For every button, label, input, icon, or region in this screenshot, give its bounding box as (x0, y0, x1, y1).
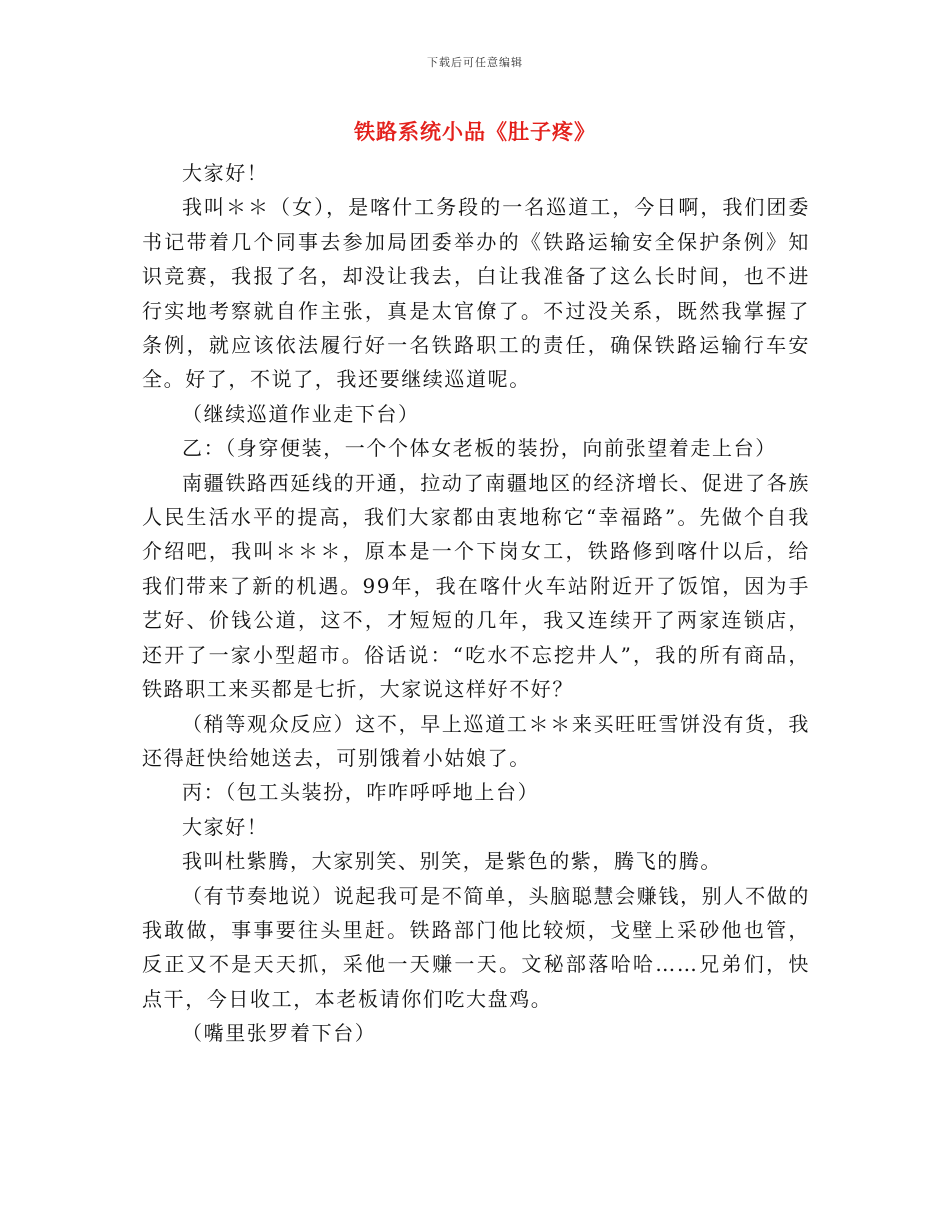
document-title: 铁路系统小品《肚子疼》 (354, 119, 596, 144)
paragraph: 我叫＊＊（女），是喀什工务段的一名巡道工，今日啊，我们团委书记带着几个同事去参加局团委举办的《铁路运输安全保护条例》知识竞赛，我报了名，却没让我去，白让我准备了这么长时间，也不进行实地考察就自作主张，真是太官僚了。不过没关系，既然我掌握了条例，就应该依法履行好一名铁路职工的责任，确保铁路运输行车安全。好了，不说了，我还要继续巡道呢。 (142, 195, 810, 392)
paragraph: （嘴里张罗着下台） (182, 1021, 377, 1046)
page-header-note: 下载后可任意编辑 (427, 56, 523, 69)
paragraph: 乙：（身穿便装，一个个体女老板的装扮，向前张望着走上台） (182, 436, 777, 461)
paragraph: 大家好！ (182, 161, 269, 185)
paragraph: （有节奏地说）说起我可是不简单，头脑聪慧会赚钱，别人不做的我敢做，事事要往头里赶。铁路部门他比较烦，戈壁上采砂他也管，反正又不是天天抓，采他一天赚一天。文秘部落哈哈……兄弟们，快点干，今日收工，本老板请你们吃大盘鸡。 (142, 883, 810, 1011)
paragraph: 丙：（包工头装扮，咋咋呼呼地上台） (182, 780, 540, 805)
paragraph: 我叫杜紫腾，大家别笑、别笑，是紫色的紫，腾飞的腾。 (182, 849, 722, 874)
document-body (142, 156, 810, 1051)
paragraph: 南疆铁路西延线的开通，拉动了南疆地区的经济增长、促进了各族人民生活水平的提高，我们大家都由衷地称它“幸福路”。先做个自我介绍吧，我叫＊＊＊，原本是一个下岗女工，铁路修到喀什以后，给我们带来了新的机遇。99年，我在喀什火车站附近开了饭馆，因为手艺好、价钱公道，这不，才短短的几年，我又连续开了两家连锁店，还开了一家小型超市。俗话说：“吃水不忘挖井人”，我的所有商品，铁路职工来买都是七折，大家说这样好不好？ (142, 470, 810, 702)
paragraph: （稍等观众反应）这不，早上巡道工＊＊来买旺旺雪饼没有货，我还得赶快给她送去，可别饿着小姑娘了。 (142, 711, 810, 770)
paragraph: 大家好！ (182, 814, 269, 839)
paragraph: （继续巡道作业走下台） (182, 401, 420, 426)
